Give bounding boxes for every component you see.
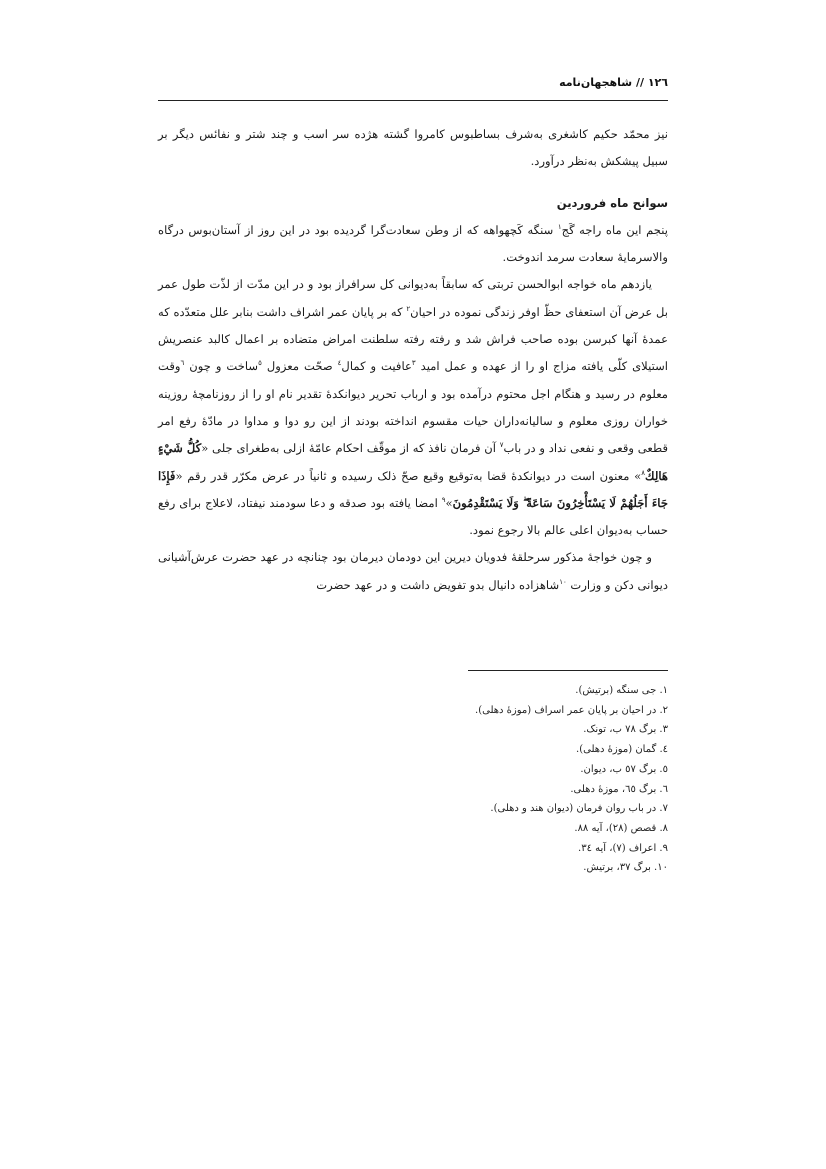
footnote-rule — [468, 670, 668, 671]
text-run: وقت معلوم در رسید و هنگام اجل محتوم درآمده بود و ارباب تحریر دیوانکدهٔ تقدیر نام او را از روزنامچهٔ روزینه خواران روزی معلوم و سالیانه‌داران حیات مقسوم انداخته بودند از این رو دوا و مداوا در مادّهٔ رفع امر قطعی وقعی و نفعی نداد و در باب — [158, 359, 669, 456]
footnote-ref-8: ٨ — [641, 468, 646, 477]
footnote-ref-5: ٥ — [258, 359, 262, 368]
text-run: پنجم این ماه راجه گَج — [561, 222, 668, 237]
section-heading: سوانح ماه فروردین — [556, 195, 668, 210]
paragraph-2 — [158, 217, 668, 272]
text-run: آن فرمان نافذ که از موقّف احکام عامّهٔ ازلی به‌طغرای جلی « — [201, 441, 500, 456]
footnote: ٢. در احیان بر پایان عمر اسراف (موزهٔ دهلی). — [475, 704, 668, 716]
text-run: یازدهم ماه خواجه ابوالحسن تربتی که سابقاً به‌دیوانی کل سرافراز بود و در این مدّت از لذّت طول عمر بل عرض آن استعفای حظّ اوفر زندگی نموده در احیان — [158, 277, 668, 319]
text-run: امضا یافته بود صدقه و دعا سودمند نیفتاد، لاعلاج برای رفع حساب به‌دیوان اعلی عالم بالا رجوع نمود. — [158, 495, 668, 538]
footnote-ref-2: ٢ — [406, 304, 411, 313]
footnote: ٩. اعراف (٧)، آیه ٣٤. — [578, 842, 668, 854]
paragraph-3 — [158, 271, 668, 544]
footnote: ٣. برگ ٧٨ ب، تونک. — [583, 724, 668, 736]
text-run: که بر پایان عمر اشراف داشت بنابر علل متعدّده که عمدهٔ آنها کبرسن بوده صاحب فراش شد و رفته رفته سلطنت امراض متضاده بر اعمال کالبد عنصریش استیلای کلّی یافته مزاج او را از عهده و عمل امید — [158, 304, 669, 374]
footnote: ٨. قصص (٢٨)، آیه ٨٨. — [574, 822, 668, 834]
header-rule — [158, 100, 668, 101]
footnote: ٧. در باب روان فرمان (دیوان هند و دهلی). — [490, 803, 668, 815]
text-run: » — [445, 495, 453, 510]
paragraph-1: نیز محمّد حکیم کاشغری به‌شرف بساطبوس کامروا گشته هژده سر اسب و چند شتر و نفائس دیگر بر سبیل پیشکش به‌نظر درآورد. — [158, 127, 668, 169]
footnote: ٦. برگ ٦٥، موزهٔ دهلی. — [570, 783, 668, 795]
footnote: ١٠. برگ ٣٧، برتیش. — [583, 862, 668, 874]
footnote: ١. جی سنگه (برتیش). — [575, 685, 668, 696]
text-run: ساخت و چون — [189, 359, 259, 374]
footnote-ref-7: ٧ — [499, 441, 504, 450]
text-run: » معنون است در دیوانکدهٔ قضا به‌توقیع وقیع صحّ ذلک رسیده و ثانیاً در عرض مکرّر قدر رقم « — [175, 468, 642, 483]
text-run: عافیت و کمال — [341, 359, 412, 374]
header-separator: // — [635, 76, 644, 89]
footnote: ٥. برگ ٥٧ ب، دیوان. — [580, 763, 668, 775]
footnote-ref-6: ٦ — [180, 359, 185, 368]
text-run: و چون خواجهٔ مذکور سرحلقهٔ فدویان دیرین این دودمان دیرمان بود چنانچه در عهد حضرت عرش‌آشیانی دیوانی دکن و وزارت — [158, 550, 668, 592]
footnote-ref-3: ٣ — [411, 359, 416, 368]
running-header — [559, 76, 668, 89]
text-run: سنگه کَچهواهه که از وطن سعادت‌گرا گردیده بود در این روز از آستان‌بوس درگاه والاسرمایهٔ سعادت سرمد اندوخت. — [158, 222, 668, 265]
page-number: ١٢٦ — [647, 76, 668, 89]
text-run: صحّت معزول — [266, 359, 338, 374]
paragraph-4 — [158, 544, 668, 599]
quran-quote-2: فَإِذَا جَاءَ أَجَلُهُمْ لَا يَسْتَأْخِرُونَ سَاعَةً ۖ وَلَا يَسْتَقْدِمُونَ — [158, 468, 668, 510]
text-run: شاهزاده دانیال بدو تفویض داشت و در عهد حضرت — [316, 577, 560, 592]
footnote-ref-10: ١٠ — [559, 577, 567, 586]
footnote: ٤. گمان (موزهٔ دهلی). — [576, 744, 668, 756]
quran-quote-1: كُلُّ شَيْءٍ هَالِكٌ — [158, 441, 668, 483]
book-title: شاهجهان‌نامه — [559, 76, 633, 89]
main-text — [158, 121, 668, 599]
footnote-ref-9: ٩ — [441, 496, 446, 504]
footnote-ref-1: ١ — [557, 223, 562, 232]
footnotes-list — [158, 681, 668, 878]
footnote-ref-4: ٤ — [337, 359, 342, 368]
